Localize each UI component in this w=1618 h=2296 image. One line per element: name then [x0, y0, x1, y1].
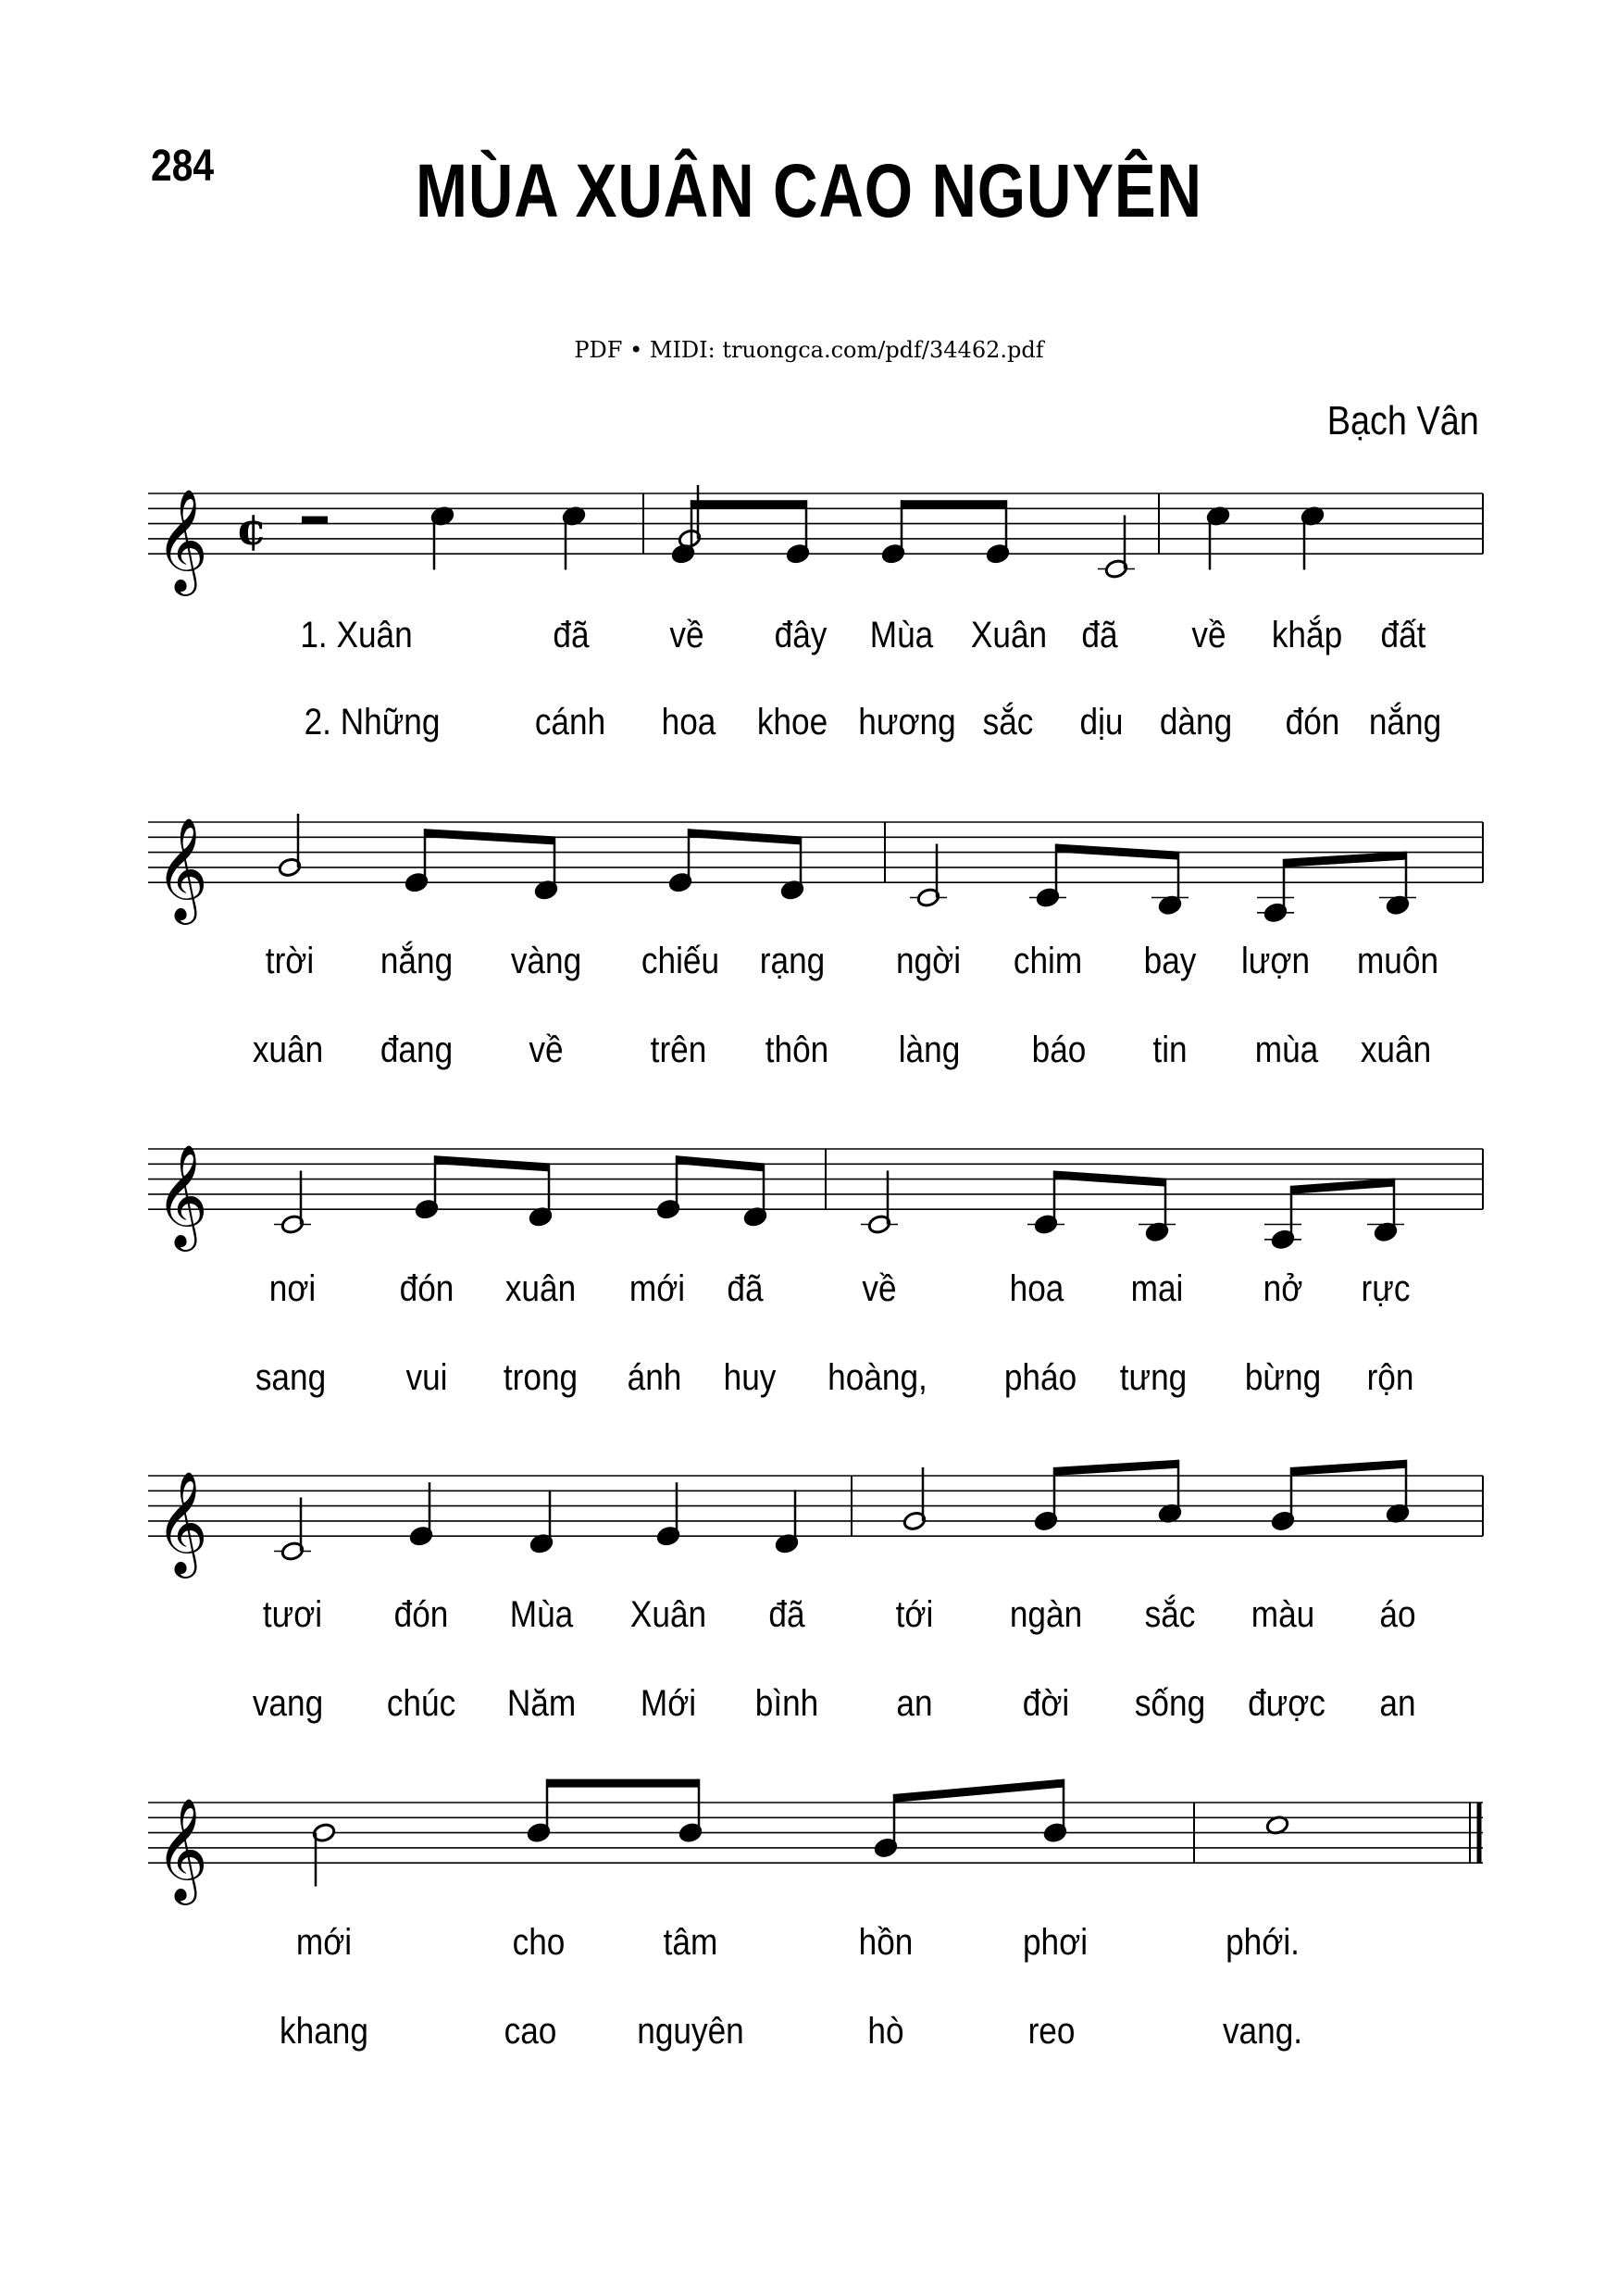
- lyric-word: đã: [553, 615, 590, 655]
- lyric-word: 2. Những: [304, 702, 441, 742]
- lyric-word: dàng: [1159, 702, 1233, 742]
- lyric-word: nở: [1263, 1268, 1303, 1309]
- lyric-word: reo: [1027, 2011, 1076, 2052]
- lyric-word: khang: [280, 2011, 368, 2052]
- lyric-word: mùa: [1254, 1029, 1319, 1070]
- lyric-word: xuân: [252, 1029, 324, 1070]
- lyric-word: ánh: [627, 1357, 682, 1398]
- lyric-word: đón: [1285, 702, 1340, 742]
- beam: [1284, 852, 1406, 867]
- beam: [689, 829, 801, 844]
- lyric-word: mới: [295, 1922, 353, 1963]
- lyric-word: tới: [895, 1594, 934, 1635]
- treble-clef-icon: 𝄞: [156, 1143, 208, 1248]
- lyric-word: rộn: [1366, 1357, 1414, 1398]
- lyric-word: bừng: [1244, 1357, 1322, 1398]
- lyric-word: Mùa: [509, 1594, 574, 1635]
- source-link[interactable]: PDF • MIDI: truongca.com/pdf/34462.pdf: [574, 337, 1044, 363]
- lyric-word: dịu: [1079, 702, 1124, 742]
- lyric-word: xuân: [1360, 1029, 1432, 1070]
- lyric-word: bay: [1143, 941, 1197, 981]
- lyric-word: Mới: [640, 1683, 697, 1724]
- half-rest: [302, 517, 328, 524]
- lyric-word: áo: [1379, 1594, 1416, 1635]
- lyric-word: trên: [650, 1029, 707, 1070]
- lyric-word: đời: [1022, 1683, 1070, 1724]
- lyric-word: thôn: [765, 1029, 829, 1070]
- lyric-word: nắng: [1368, 702, 1442, 742]
- beam: [1056, 844, 1178, 860]
- beam: [902, 500, 1006, 508]
- lyric-word: huy: [723, 1357, 777, 1398]
- lyric-word: an: [1379, 1683, 1416, 1724]
- lyric-word: phơi: [1022, 1922, 1089, 1963]
- lyric-word: về: [529, 1029, 564, 1070]
- composer: Bạch Vân: [1326, 398, 1479, 443]
- lyric-word: cho: [512, 1922, 566, 1963]
- lyric-word: nắng: [380, 941, 454, 981]
- lyric-word: muôn: [1356, 941, 1439, 981]
- lyric-word: báo: [1031, 1029, 1087, 1070]
- lyric-word: đang: [380, 1029, 454, 1070]
- lyric-word: khắp: [1271, 615, 1343, 655]
- lyric-word: về: [862, 1268, 897, 1309]
- lyric-word: hoa: [1009, 1268, 1064, 1309]
- lyric-word: hương: [858, 702, 956, 742]
- lyric-word: mai: [1130, 1268, 1184, 1309]
- lyric-word: sang: [255, 1357, 327, 1398]
- lyric-word: được: [1248, 1683, 1326, 1724]
- beam: [1054, 1171, 1165, 1187]
- beam: [691, 500, 806, 508]
- lyric-word: nơi: [268, 1268, 317, 1309]
- lyric-word: ngàn: [1009, 1594, 1083, 1635]
- lyric-word: về: [1191, 615, 1226, 655]
- song-title: MÙA XUÂN CAO NGUYÊN: [416, 149, 1202, 233]
- lyric-word: tươi: [262, 1594, 323, 1635]
- lyric-word: về: [669, 615, 704, 655]
- lyric-word: tưng: [1119, 1357, 1188, 1398]
- lyric-word: vang: [252, 1683, 324, 1724]
- beam: [435, 1155, 549, 1171]
- lyric-word: vàng: [510, 941, 582, 981]
- lyric-word: Xuân: [970, 615, 1048, 655]
- lyric-word: hoa: [661, 702, 716, 742]
- lyric-word: chiếu: [641, 941, 720, 981]
- lyric-word: trời: [265, 941, 315, 981]
- treble-clef-icon: 𝄞: [156, 817, 208, 921]
- lyric-word: cánh: [534, 702, 606, 742]
- lyric-word: hò: [867, 2011, 904, 2052]
- lyric-word: bình: [754, 1683, 819, 1724]
- lyric-word: xuân: [504, 1268, 577, 1309]
- lyric-word: đón: [399, 1268, 454, 1309]
- lyric-word: đón: [393, 1594, 449, 1635]
- lyric-word: an: [896, 1683, 933, 1724]
- lyric-word: nguyên: [637, 2011, 744, 2052]
- treble-clef-icon: 𝄞: [156, 1470, 208, 1575]
- lyric-word: tin: [1152, 1029, 1188, 1070]
- beam: [677, 1155, 764, 1171]
- lyric-word: cao: [504, 2011, 557, 2052]
- page-number: 284: [151, 142, 215, 191]
- lyric-word: vui: [405, 1357, 448, 1398]
- beam: [547, 1779, 699, 1788]
- lyric-word: 1. Xuân: [300, 615, 413, 655]
- beam: [425, 829, 554, 844]
- lyric-word: pháo: [1003, 1357, 1077, 1398]
- lyric-word: Mùa: [869, 615, 934, 655]
- beam: [894, 1779, 1064, 1803]
- lyric-word: đã: [1081, 615, 1118, 655]
- lyric-word: rạng: [759, 941, 826, 981]
- lyric-word: ngời: [895, 941, 962, 981]
- lyric-word: phới.: [1226, 1922, 1300, 1963]
- lyric-word: đã: [768, 1594, 805, 1635]
- lyric-word: đây: [774, 615, 828, 655]
- beam: [1291, 1460, 1406, 1476]
- treble-clef-icon: 𝄞: [156, 1797, 208, 1902]
- lyric-word: sắc: [1144, 1594, 1196, 1635]
- lyric-word: đất: [1380, 615, 1426, 655]
- lyric-word: sắc: [982, 702, 1034, 742]
- lyric-word: Năm: [506, 1683, 577, 1724]
- lyric-word: vang.: [1222, 2011, 1303, 2052]
- lyric-word: chúc: [386, 1683, 456, 1724]
- lyric-word: làng: [898, 1029, 961, 1070]
- treble-clef-icon: 𝄞: [156, 488, 208, 593]
- lyric-word: hoàng,: [828, 1357, 927, 1398]
- lyric-word: Xuân: [629, 1594, 707, 1635]
- lyric-word: mới: [629, 1268, 686, 1309]
- beam: [1054, 1460, 1178, 1476]
- lyric-word: rực: [1361, 1268, 1411, 1309]
- lyric-word: trong: [503, 1357, 579, 1398]
- lyric-word: hồn: [858, 1922, 914, 1963]
- cut-time-icon: ¢: [236, 503, 268, 555]
- lyric-word: màu: [1251, 1594, 1315, 1635]
- lyric-word: lượn: [1240, 941, 1311, 981]
- beam: [1291, 1179, 1394, 1194]
- lyric-word: khoe: [756, 702, 828, 742]
- lyric-word: sống: [1134, 1683, 1206, 1724]
- lyric-word: tâm: [663, 1922, 718, 1963]
- lyric-word: chim: [1013, 941, 1083, 981]
- lyric-word: đã: [727, 1268, 764, 1309]
